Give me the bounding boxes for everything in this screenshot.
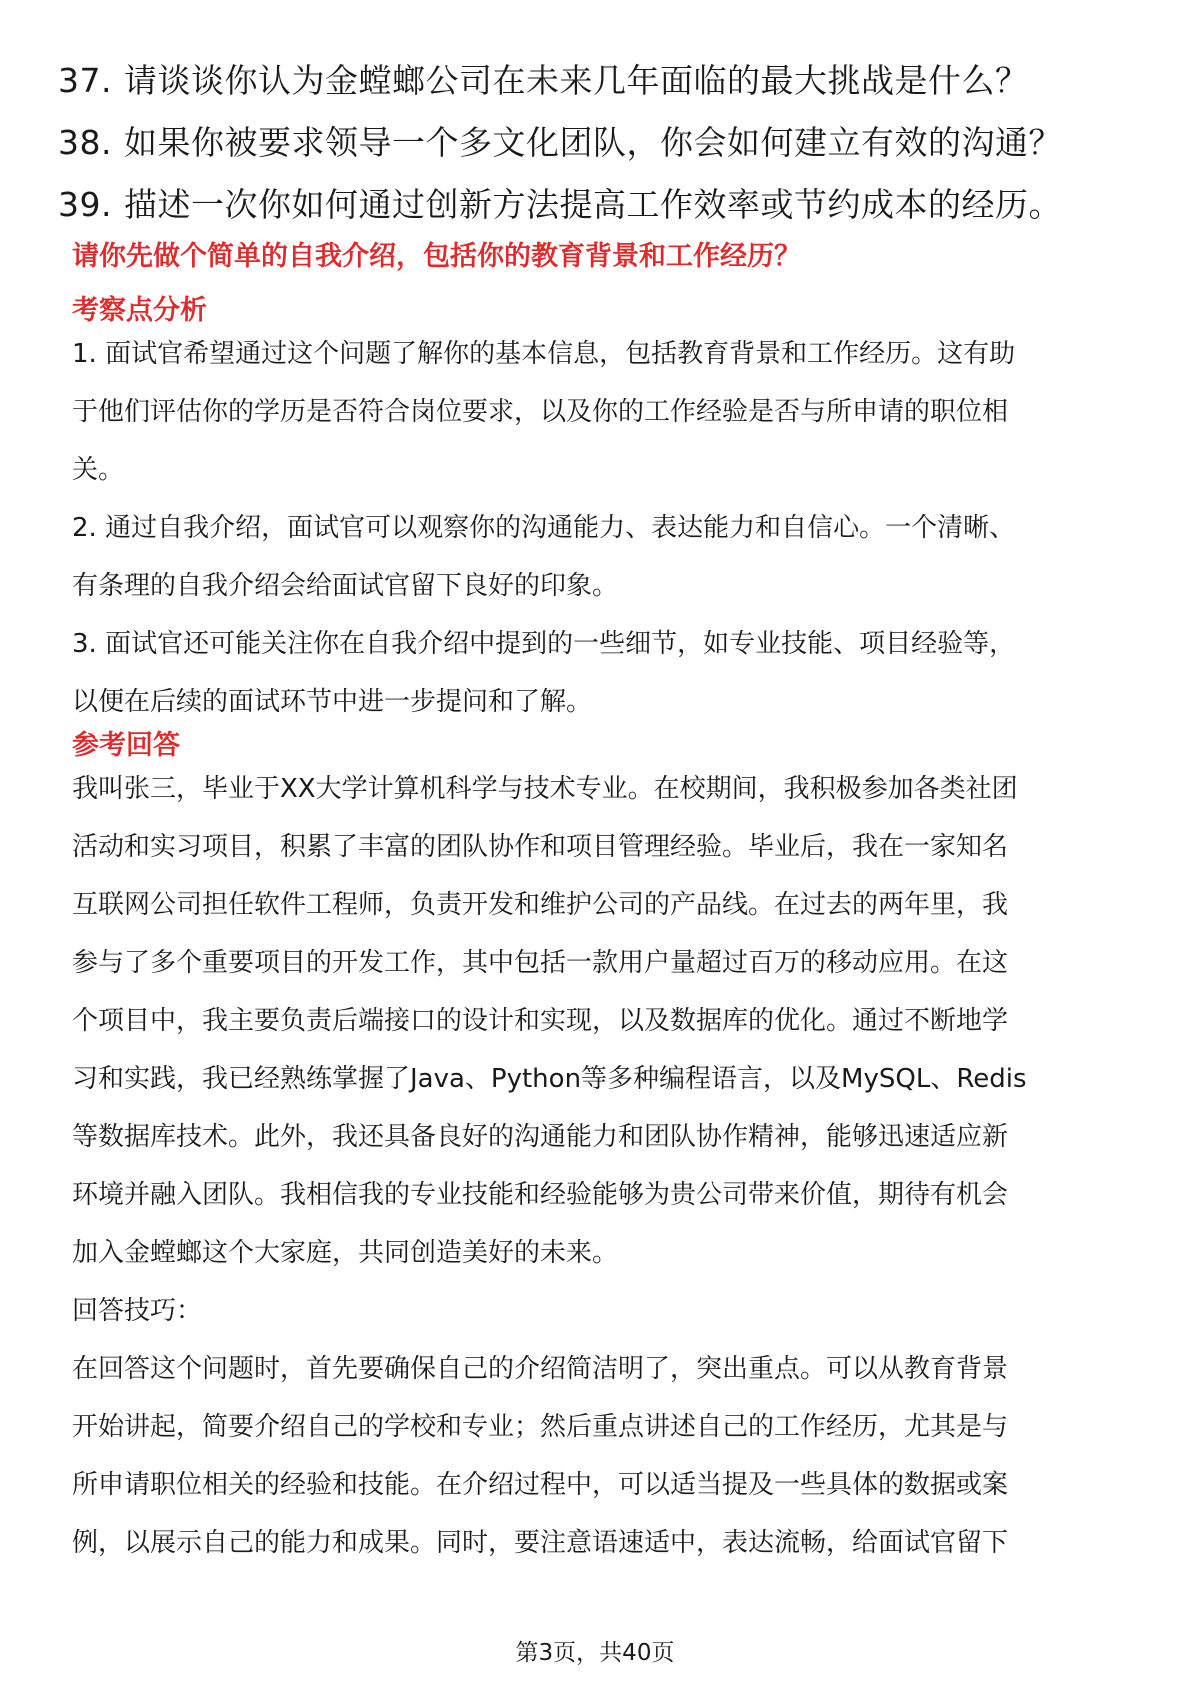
reference-line: 个项目中，我主要负责后端接口的设计和实现，以及数据库的优化。通过不断地学 — [72, 1006, 1009, 1036]
reference-line: 互联网公司担任软件工程师，负责开发和维护公司的产品线。在过去的两年里，我 — [72, 890, 1009, 920]
analysis-line: 2. 通过自我介绍，面试官可以观察你的沟通能力、表达能力和自信心。一个清晰、 — [72, 513, 1016, 543]
question-number: 38. — [58, 123, 112, 162]
reference-line: 环境并融入团队。我相信我的专业技能和经验能够为贵公司带来价值，期待有机会 — [72, 1180, 1009, 1210]
question-text: 如果你被要求领导一个多文化团队，你会如何建立有效的沟通？ — [124, 123, 1062, 162]
reference-line: 我叫张三，毕业于XX大学计算机科学与技术专业。在校期间，我积极参加各类社团 — [72, 774, 1018, 804]
question-number: 39. — [58, 185, 112, 224]
tips-heading-text: 回答技巧： — [72, 1296, 203, 1326]
analysis-heading: 考察点分析 — [72, 295, 207, 326]
reference-line: 等数据库技术。此外，我还具备良好的沟通能力和团队协作精神，能够迅速适应新 — [72, 1122, 1009, 1152]
main-question-heading: 请你先做个简单的自我介绍，包括你的教育背景和工作经历？ — [72, 241, 801, 272]
tips-line: 在回答这个问题时，首先要确保自己的介绍简洁明了，突出重点。可以从教育背景 — [72, 1354, 1009, 1384]
reference-line: 习和实践，我已经熟练掌握了Java、Python等多种编程语言，以及MySQL、Redis — [72, 1064, 1027, 1094]
question-number: 37. — [58, 61, 112, 100]
reference-line: 参与了多个重要项目的开发工作，其中包括一款用户量超过百万的移动应用。在这 — [72, 948, 1009, 978]
question-list — [58, 50, 1138, 236]
question-item-38 — [58, 112, 1138, 174]
reference-line: 活动和实习项目，积累了丰富的团队协作和项目管理经验。毕业后，我在一家知名 — [72, 832, 1009, 862]
question-text: 描述一次你如何通过创新方法提高工作效率或节约成本的经历。 — [124, 185, 1062, 224]
analysis-line: 关。 — [72, 455, 125, 485]
analysis-line: 于他们评估你的学历是否符合岗位要求，以及你的工作经验是否与所申请的职位相 — [72, 397, 1009, 427]
question-text: 请谈谈你认为金螳螂公司在未来几年面临的最大挑战是什么？ — [124, 61, 1029, 100]
analysis-points — [72, 325, 1122, 731]
reference-heading: 参考回答 — [72, 730, 180, 761]
reference-answer — [72, 760, 1122, 1282]
analysis-line: 1. 面试官希望通过这个问题了解你的基本信息，包括教育背景和工作经历。这有助 — [72, 339, 1016, 369]
tips-heading — [72, 1282, 1122, 1340]
tips-line: 例，以展示自己的能力和成果。同时，要注意语速适中，表达流畅，给面试官留下 — [72, 1528, 1009, 1558]
reference-line: 加入金螳螂这个大家庭，共同创造美好的未来。 — [72, 1238, 619, 1268]
tips-line: 开始讲起，简要介绍自己的学校和专业；然后重点讲述自己的工作经历，尤其是与 — [72, 1412, 1009, 1442]
tips-body — [72, 1340, 1122, 1572]
analysis-line: 有条理的自我介绍会给面试官留下良好的印象。 — [72, 571, 619, 601]
analysis-line: 3. 面试官还可能关注你在自我介绍中提到的一些细节，如专业技能、项目经验等， — [72, 629, 1016, 659]
question-item-37 — [58, 50, 1138, 112]
page-number: 第3页，共40页 — [515, 1640, 675, 1666]
question-item-39 — [58, 174, 1138, 236]
tips-line: 所申请职位相关的经验和技能。在介绍过程中，可以适当提及一些具体的数据或案 — [72, 1470, 1009, 1500]
analysis-line: 以便在后续的面试环节中进一步提问和了解。 — [72, 687, 593, 717]
